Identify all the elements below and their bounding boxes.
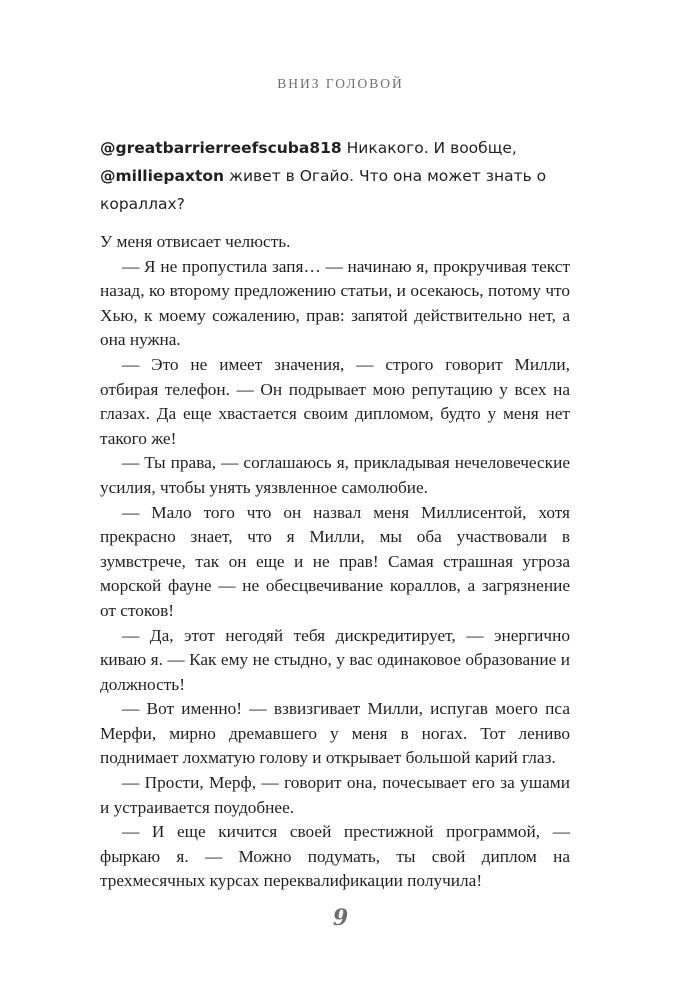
page-number: 9	[332, 905, 349, 931]
paragraph: — Это не имеет значения, — строго говорит Милли, отбирая телефон. — Он подрывает мою репутацию у всех на глазах. Да еще хвастается своим дипломом, будто у меня нет такого же!	[100, 354, 570, 448]
tweet-author-handle: @greatbarrierreefscuba818	[100, 139, 342, 157]
paragraph: — Ты права, — соглашаюсь я, прикладывая нечеловеческие усилия, чтобы унять уязвленное самолюбие.	[100, 453, 570, 497]
tweet-text-part-1: Никакого. И вообще,	[341, 139, 517, 157]
paragraph: — Да, этот негодяй тебя дискредитирует, — энергично киваю я. — Как ему не стыдно, у вас одинаковое образование и должность!	[100, 625, 570, 694]
paragraph: — Я не пропустила запя… — начинаю я, прокручивая текст назад, ко второму предложению статьи, и осекаюсь, потому что Хью, к моему сожалению, прав: запятой действительно нет, а она нужна.	[100, 256, 570, 350]
paragraph: — Мало того что он назвал меня Миллисентой, хотя прекрасно знает, что я Милли, мы оба участвовали в зумвстрече, так он еще и не прав! Самая страшная угроза морской фауне — не обесцвечивание кораллов, а загрязнение от стоков!	[100, 502, 570, 620]
tweet-mention-handle: @milliepaxton	[100, 167, 225, 185]
paragraph: — Прости, Мерф, — говорит она, почесывает его за ушами и устраивается поудобнее.	[100, 773, 570, 817]
tweet-text-part-2: живет в Огайо. Что она может знать о кораллах?	[100, 167, 547, 213]
paragraph: — И еще кичится своей престижной программой, — фыркаю я. — Можно подумать, ты свой диплом на трехмесячных курсах переквалификации получила!	[100, 822, 570, 891]
paragraph: — Вот именно! — взвизгивает Милли, испугав моего пса Мерфи, мирно дремавшего у меня в ногах. Тот лениво поднимает лохматую голову и открывает большой карий глаз.	[100, 699, 570, 768]
running-head: ВНИЗ ГОЛОВОЙ	[277, 76, 404, 91]
body-text	[100, 230, 570, 894]
tweet-block	[100, 134, 570, 218]
paragraph: У меня отвисает челюсть.	[100, 232, 291, 251]
